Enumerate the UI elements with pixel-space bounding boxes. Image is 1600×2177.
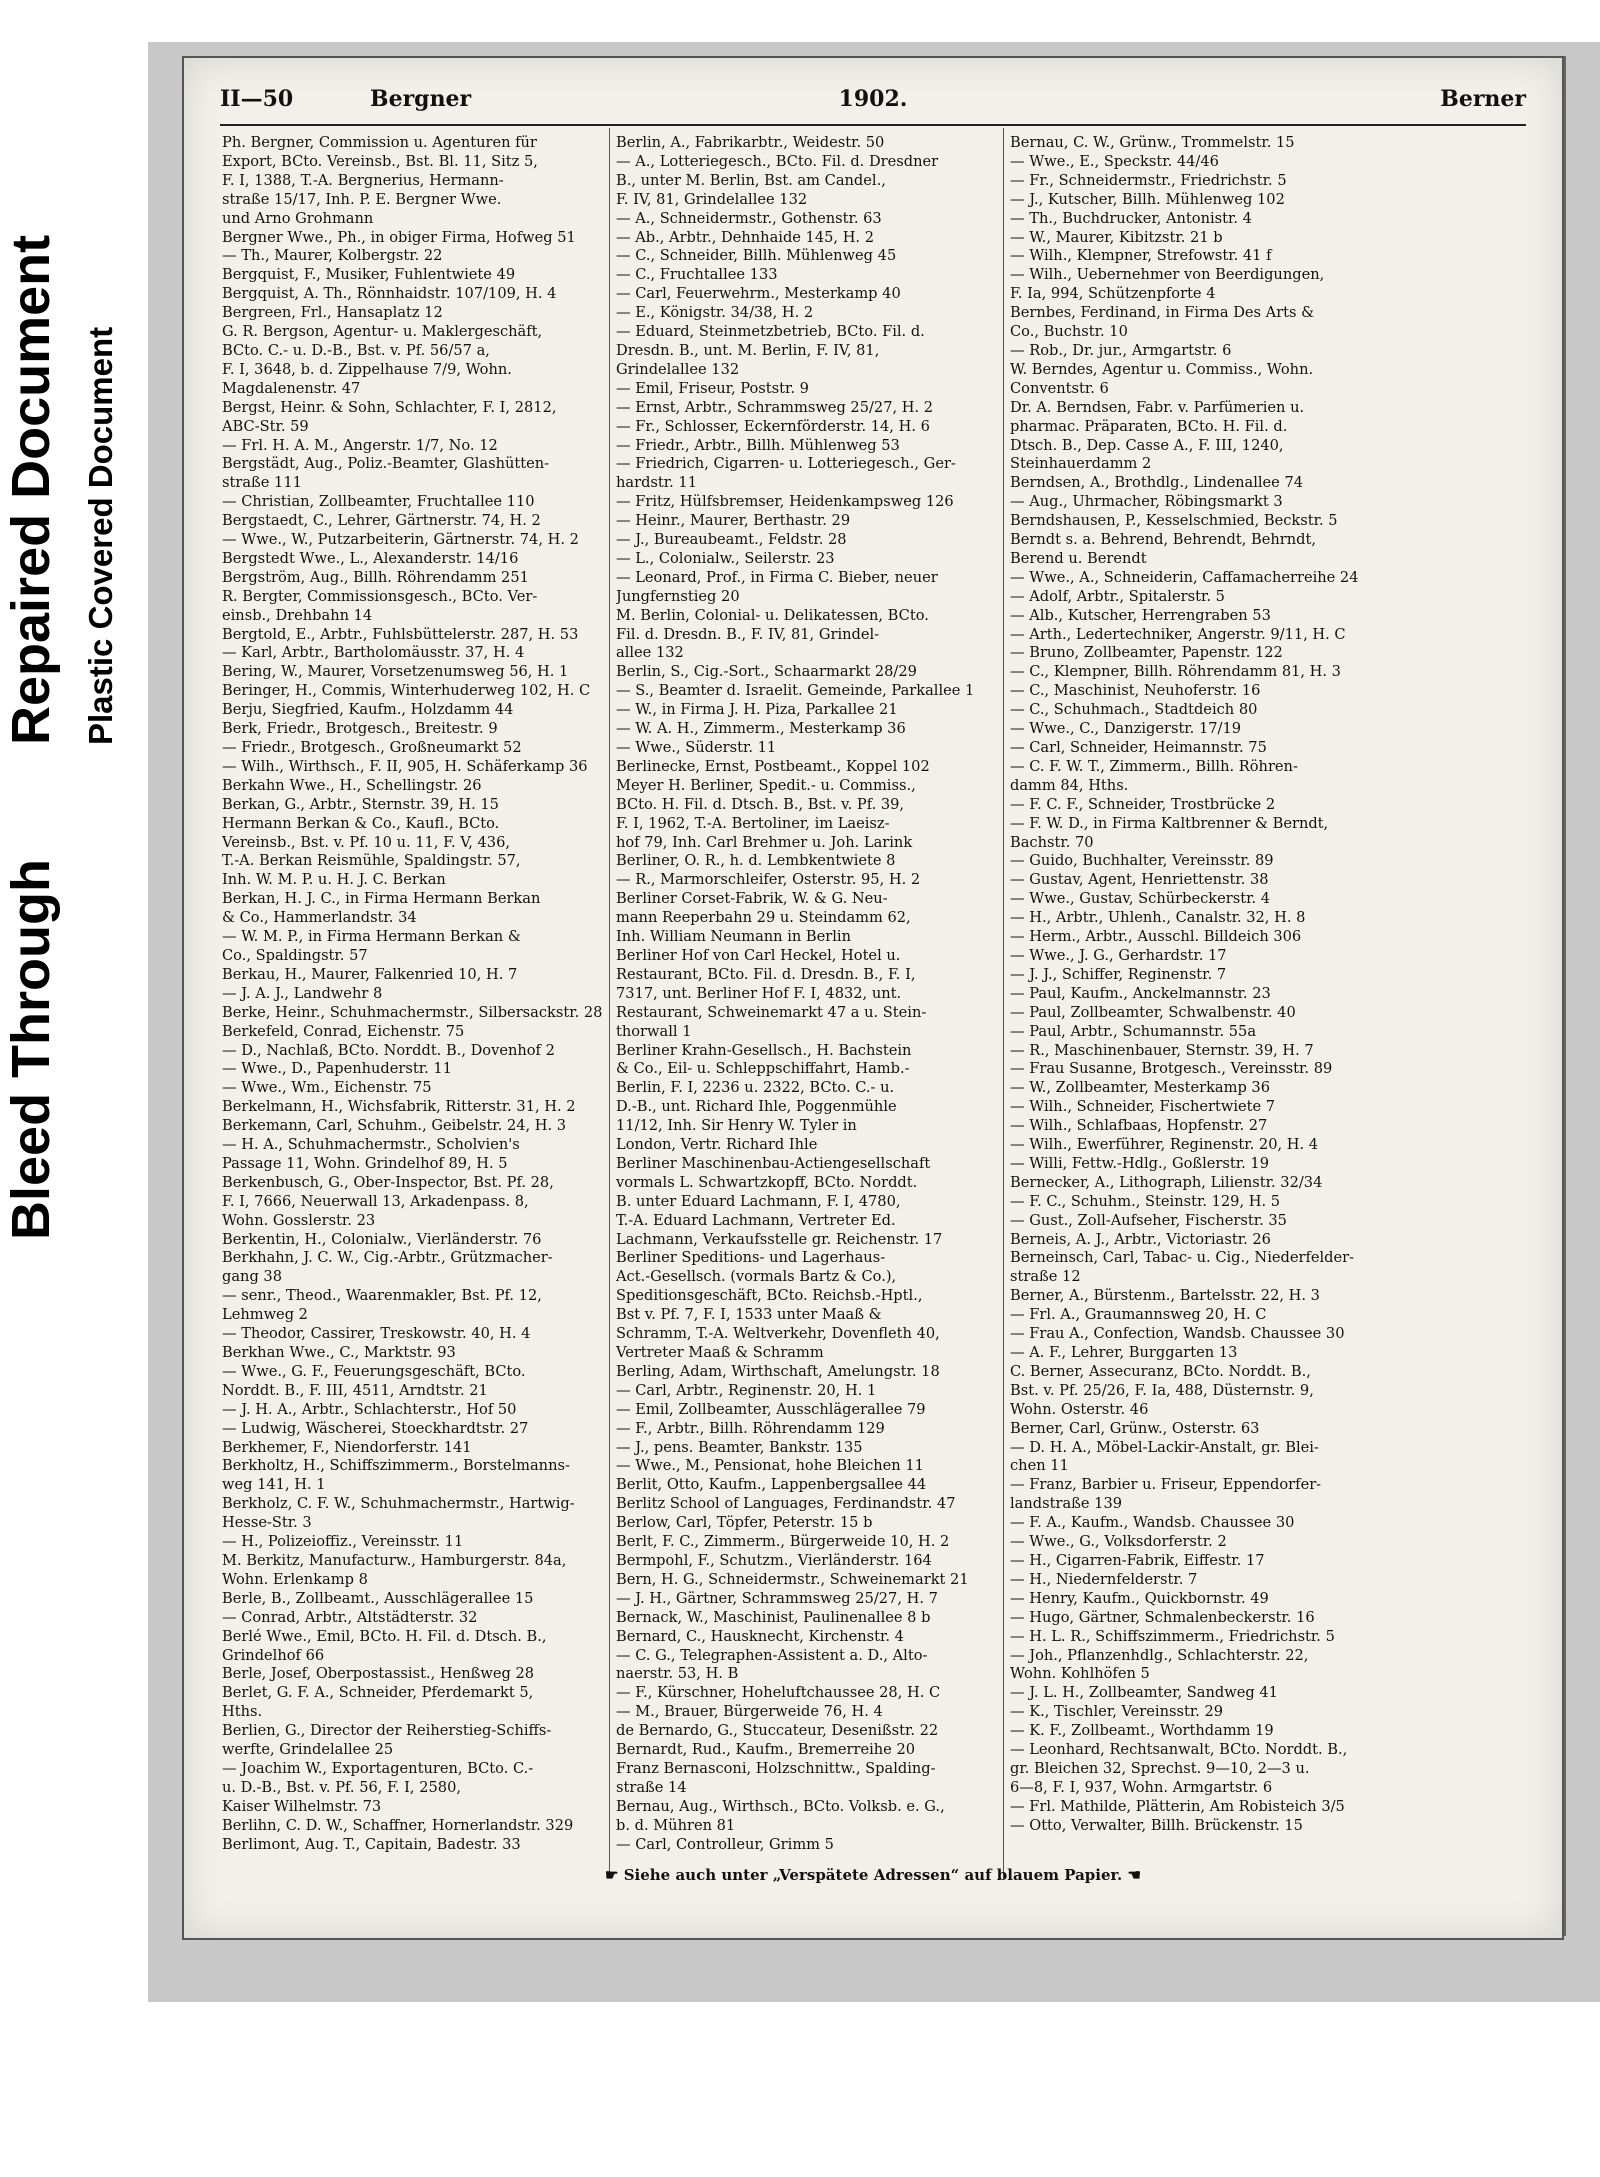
directory-line: — Alb., Kutscher, Herrengraben 53	[1010, 606, 1271, 624]
directory-line: — Frau Susanne, Brotgesch., Vereinsstr. 89	[1010, 1060, 1333, 1078]
directory-line: Lehmweg 2	[222, 1306, 308, 1324]
directory-line: B. unter Eduard Lachmann, F. I, 4780,	[616, 1192, 901, 1210]
directory-line: Bst v. Pf. 7, F. I, 1533 unter Maaß &	[616, 1306, 882, 1324]
document-page	[182, 56, 1564, 1940]
directory-line: — J. A. J., Landwehr 8	[222, 984, 383, 1002]
footer-note: ☛ Siehe auch unter „Verspätete Adressen“ auf blauem Papier. ☚	[605, 1866, 1141, 1884]
directory-line: BCto. C.- u. D.-B., Bst. v. Pf. 56/57 a,	[222, 341, 490, 359]
directory-line: Bernecker, A., Lithograph, Lilienstr. 32/34	[1010, 1173, 1323, 1191]
directory-line: — C., Schuhmach., Stadtdeich 80	[1010, 701, 1258, 719]
directory-line: — D. H. A., Möbel-Lackir-Anstalt, gr. Blei-	[1010, 1438, 1319, 1456]
directory-line: Inh. W. M. P. u. H. J. C. Berkan	[222, 871, 446, 889]
directory-line: — J., Bureaubeamt., Feldstr. 28	[616, 531, 847, 549]
directory-line: Hermann Berkan & Co., Kaufl., BCto.	[222, 814, 500, 832]
directory-line: Dresdn. B., unt. M. Berlin, F. IV, 81,	[616, 341, 880, 359]
directory-line: — Hugo, Gärtner, Schmalenbeckerstr. 16	[1010, 1608, 1315, 1626]
directory-line: ABC-Str. 59	[222, 417, 309, 435]
directory-line: Berkhemer, F., Niendorferstr. 141	[222, 1438, 472, 1456]
directory-line: — F. W. D., in Firma Kaltbrenner & Berndt,	[1010, 814, 1329, 832]
directory-line: — Fritz, Hülfsbremser, Heidenkampsweg 126	[616, 493, 954, 511]
directory-line: — Friedr., Arbtr., Billh. Mühlenweg 53	[616, 436, 900, 454]
directory-line: Ph. Bergner, Commission u. Agenturen für	[222, 134, 537, 151]
directory-line: — E., Königstr. 34/38, H. 2	[616, 304, 814, 322]
directory-line: — Rob., Dr. jur., Armgartstr. 6	[1010, 341, 1232, 359]
directory-line: straße 15/17, Inh. P. E. Bergner Wwe.	[222, 190, 502, 208]
directory-line: — H., Arbtr., Uhlenh., Canalstr. 32, H. 8	[1010, 909, 1306, 927]
directory-line: — Christian, Zollbeamter, Fruchtallee 110	[222, 493, 535, 511]
directory-line: — Ernst, Arbtr., Schrammsweg 25/27, H. 2	[616, 398, 934, 416]
directory-line: — Wwe., M., Pensionat, hohe Bleichen 11	[616, 1457, 924, 1475]
directory-line: Export, BCto. Vereinsb., Bst. Bl. 11, Sitz 5,	[222, 152, 538, 170]
directory-line: Inh. William Neumann in Berlin	[616, 928, 851, 946]
directory-line: & Co., Eil- u. Schleppschiffahrt, Hamb.-	[616, 1060, 910, 1078]
directory-line: thorwall 1	[616, 1022, 692, 1040]
directory-line: Bergquist, A. Th., Rönnhaidstr. 107/109, H. 4	[222, 285, 557, 303]
directory-line: Berliner Speditions- und Lagerhaus-	[616, 1249, 886, 1267]
directory-line: C. Berner, Assecuranz, BCto. Norddt. B.,	[1010, 1362, 1311, 1380]
directory-line: T.-A. Eduard Lachmann, Vertreter Ed.	[616, 1211, 896, 1229]
directory-line: de Bernardo, G., Stuccateur, Desenißstr. 22	[616, 1722, 939, 1740]
directory-line: — Henry, Kaufm., Quickbornstr. 49	[1010, 1589, 1269, 1607]
directory-line: — Frl. A., Graumannsweg 20, H. C	[1010, 1306, 1267, 1324]
directory-line: — F. A., Kaufm., Wandsb. Chaussee 30	[1010, 1514, 1295, 1532]
directory-line: u. D.-B., Bst. v. Pf. 56, F. I, 2580,	[222, 1778, 461, 1796]
directory-line: — C., Klempner, Billh. Röhrendamm 81, H. 3	[1010, 663, 1341, 681]
directory-line: — Wwe., G., Volksdorferstr. 2	[1010, 1533, 1227, 1551]
directory-line: Berke, Heinr., Schuhmachermstr., Silbersackstr. 28	[222, 1003, 603, 1021]
directory-line: — H., Cigarren-Fabrik, Eiffestr. 17	[1010, 1551, 1265, 1569]
directory-line: — J. J., Schiffer, Reginenstr. 7	[1010, 965, 1227, 983]
directory-column-2	[616, 134, 998, 1854]
directory-line: Bernau, Aug., Wirthsch., BCto. Volksb. e. G.,	[616, 1797, 945, 1815]
directory-line: hof 79, Inh. Carl Brehmer u. Joh. Larink	[616, 833, 913, 851]
directory-line: hardstr. 11	[616, 474, 697, 492]
directory-line: — W., in Firma J. H. Piza, Parkallee 21	[616, 701, 898, 719]
directory-line: Bernau, C. W., Grünw., Trommelstr. 15	[1010, 134, 1295, 151]
directory-line: Bergstädt, Aug., Poliz.-Beamter, Glashütten-	[222, 455, 550, 473]
directory-line: — Friedr., Brotgesch., Großneumarkt 52	[222, 739, 522, 756]
directory-line: — Carl, Schneider, Heimannstr. 75	[1010, 739, 1267, 756]
directory-line: — Arth., Ledertechniker, Angerstr. 9/11, H. C	[1010, 625, 1346, 643]
directory-line: 7317, unt. Berliner Hof F. I, 4832, unt.	[616, 984, 902, 1002]
directory-line: Meyer H. Berliner, Spedit.- u. Commiss.,	[616, 776, 916, 794]
directory-line: — C. F. W. T., Zimmerm., Billh. Röhren-	[1010, 757, 1298, 775]
directory-line: Berliner Corset-Fabrik, W. & G. Neu-	[616, 890, 888, 908]
directory-line: D.-B., unt. Richard Ihle, Poggenmühle	[616, 1098, 897, 1116]
directory-line: M. Berlin, Colonial- u. Delikatessen, BCto.	[616, 606, 929, 624]
directory-line: — F., Kürschner, Hoheluftchaussee 28, H. C	[616, 1684, 941, 1702]
directory-line: — L., Colonialw., Seilerstr. 23	[616, 549, 835, 567]
directory-line: naerstr. 53, H. B	[616, 1665, 739, 1683]
directory-line: — Wilh., Wirthsch., F. II, 905, H. Schäferkamp 36	[222, 757, 588, 775]
directory-line: F. I, 3648, b. d. Zippelhause 7/9, Wohn.	[222, 360, 512, 378]
directory-line: Berlin, S., Cig.-Sort., Schaarmarkt 28/29	[616, 663, 917, 681]
directory-line: — Adolf, Arbtr., Spitalerstr. 5	[1010, 587, 1225, 605]
directory-line: b. d. Mühren 81	[616, 1816, 736, 1834]
directory-line: Berlow, Carl, Töpfer, Peterstr. 15 b	[616, 1514, 873, 1532]
directory-line: — Ludwig, Wäscherei, Stoeckhardtstr. 27	[222, 1419, 529, 1437]
directory-line: — Gust., Zoll-Aufseher, Fischerstr. 35	[1010, 1211, 1287, 1229]
directory-line: Berkahn Wwe., H., Schellingstr. 26	[222, 776, 482, 794]
directory-line: — Wwe., Gustav, Schürbeckerstr. 4	[1010, 890, 1271, 908]
directory-line: — C., Maschinist, Neuhoferstr. 16	[1010, 682, 1261, 700]
directory-line: — Th., Maurer, Kolbergstr. 22	[222, 247, 443, 265]
directory-line: — Frl. Mathilde, Plätterin, Am Robisteich 3/5	[1010, 1797, 1345, 1815]
directory-line: Berju, Siegfried, Kaufm., Holzdamm 44	[222, 701, 514, 719]
directory-line: Berlin, F. I, 2236 u. 2322, BCto. C.- u.	[616, 1079, 895, 1097]
directory-line: Bergst, Heinr. & Sohn, Schlachter, F. I, 2812,	[222, 398, 557, 416]
directory-line: Lachmann, Verkaufsstelle gr. Reichenstr. 17	[616, 1230, 943, 1248]
repaired-document-label: Repaired Document	[1, 234, 61, 745]
directory-line: — Wwe., C., Danzigerstr. 17/19	[1010, 720, 1242, 738]
directory-line: Berlé Wwe., Emil, BCto. H. Fil. d. Dtsch. B.,	[222, 1627, 547, 1645]
directory-line: Berkau, H., Maurer, Falkenried 10, H. 7	[222, 965, 518, 983]
header-last-name: Berner	[1440, 86, 1526, 112]
directory-line: — Th., Buchdrucker, Antonistr. 4	[1010, 209, 1252, 227]
directory-line: 11/12, Inh. Sir Henry W. Tyler in	[616, 1117, 857, 1135]
directory-line: Wohn. Gosslerstr. 23	[222, 1211, 376, 1229]
directory-line: Berkhahn, J. C. W., Cig.-Arbtr., Grützmacher-	[222, 1249, 553, 1267]
directory-line: chen 11	[1010, 1457, 1069, 1475]
directory-line: — Wwe., D., Papenhuderstr. 11	[222, 1060, 452, 1078]
directory-line: Grindelallee 132	[616, 360, 740, 378]
directory-line: — Joachim W., Exportagenturen, BCto. C.-	[222, 1759, 534, 1777]
directory-line: Berkentin, H., Colonialw., Vierländerstr. 76	[222, 1230, 542, 1248]
directory-line: — D., Nachlaß, BCto. Norddt. B., Dovenhof 2	[222, 1041, 555, 1059]
directory-line: Act.-Gesellsch. (vormals Bartz & Co.),	[616, 1268, 897, 1286]
directory-line: — Guido, Buchhalter, Vereinsstr. 89	[1010, 852, 1274, 870]
directory-line: Hesse-Str. 3	[222, 1514, 312, 1532]
directory-line: — Frl. H. A. M., Angerstr. 1/7, No. 12	[222, 436, 498, 454]
directory-line: F. I, 1388, T.-A. Bergnerius, Hermann-	[222, 171, 504, 189]
directory-line: — Wilh., Schneider, Fischertwiete 7	[1010, 1098, 1276, 1116]
directory-line: — Carl, Controlleur, Grimm 5	[616, 1835, 834, 1853]
directory-line: B., unter M. Berlin, Bst. am Candel.,	[616, 171, 886, 189]
directory-line: — Paul, Zollbeamter, Schwalbenstr. 40	[1010, 1003, 1296, 1021]
directory-line: — R., Marmorschleifer, Osterstr. 95, H. 2	[616, 871, 921, 889]
directory-line: Vereinsb., Bst. v. Pf. 10 u. 11, F. V, 436,	[222, 833, 511, 851]
directory-line: Berlimont, Aug. T., Capitain, Badestr. 33	[222, 1835, 521, 1853]
directory-line: — Heinr., Maurer, Berthastr. 29	[616, 512, 851, 530]
directory-line: Bergstedt Wwe., L., Alexanderstr. 14/16	[222, 549, 519, 567]
directory-line: Bachstr. 70	[1010, 833, 1094, 851]
directory-line: Berlt, F. C., Zimmerm., Bürgerweide 10, H. 2	[616, 1533, 950, 1551]
directory-line: — Aug., Uhrmacher, Röbingsmarkt 3	[1010, 493, 1283, 511]
directory-line: — A. F., Lehrer, Burggarten 13	[1010, 1344, 1238, 1361]
directory-line: Franz Bernasconi, Holzschnittw., Spalding-	[616, 1759, 936, 1777]
directory-line: — Wwe., Wm., Eichenstr. 75	[222, 1079, 432, 1097]
directory-line: — Ab., Arbtr., Dehnhaide 145, H. 2	[616, 228, 874, 246]
directory-line: — Wilh., Klempner, Strefowstr. 41 f	[1010, 247, 1272, 265]
directory-line: Vertreter Maaß & Schramm	[616, 1344, 824, 1361]
directory-line: BCto. H. Fil. d. Dtsch. B., Bst. v. Pf. 39,	[616, 795, 905, 813]
directory-line: weg 141, H. 1	[222, 1476, 326, 1494]
directory-line: Berlin, A., Fabrikarbtr., Weidestr. 50	[616, 134, 885, 151]
directory-line: G. R. Bergson, Agentur- u. Maklergeschäft,	[222, 323, 543, 341]
directory-line: — Bruno, Zollbeamter, Papenstr. 122	[1010, 644, 1283, 662]
directory-line: Restaurant, Schweinemarkt 47 a u. Stein-	[616, 1003, 927, 1021]
directory-line: Fil. d. Dresdn. B., F. IV, 81, Grindel-	[616, 625, 880, 643]
header-rule	[220, 124, 1526, 126]
directory-line: Berle, B., Zollbeamt., Ausschlägerallee 15	[222, 1589, 534, 1607]
directory-line: — Herm., Arbtr., Ausschl. Billdeich 306	[1010, 928, 1302, 946]
directory-line: werfte, Grindelallee 25	[222, 1741, 394, 1759]
directory-line: Berneinsch, Carl, Tabac- u. Cig., Niederfelder-	[1010, 1249, 1355, 1267]
directory-line: damm 84, Hths.	[1010, 776, 1129, 794]
directory-line: Berend u. Berendt	[1010, 549, 1147, 567]
directory-line: Co., Buchstr. 10	[1010, 323, 1128, 341]
directory-line: Passage 11, Wohn. Grindelhof 89, H. 5	[222, 1154, 508, 1172]
directory-line: Berliner Maschinenbau-Actiengesellschaft	[616, 1154, 931, 1172]
directory-line: — Paul, Arbtr., Schumannstr. 55a	[1010, 1022, 1257, 1040]
directory-line: Bergstaedt, C., Lehrer, Gärtnerstr. 74, H. 2	[222, 512, 541, 530]
directory-line: Berndshausen, P., Kesselschmied, Beckstr. 5	[1010, 512, 1338, 530]
directory-line: mann Reeperbahn 29 u. Steindamm 62,	[616, 909, 911, 927]
directory-line: — F. C. F., Schneider, Trostbrücke 2	[1010, 795, 1276, 813]
directory-line: — Fr., Schlosser, Eckernförderstr. 14, H. 6	[616, 417, 930, 435]
directory-line: — K., Tischler, Vereinsstr. 29	[1010, 1703, 1224, 1721]
directory-line: 6—8, F. I, 937, Wohn. Armgartstr. 6	[1010, 1778, 1273, 1796]
directory-line: Bst. v. Pf. 25/26, F. Ia, 488, Düsternstr. 9,	[1010, 1381, 1314, 1399]
directory-line: Bernardt, Rud., Kaufm., Bremerreihe 20	[616, 1741, 916, 1759]
directory-line: — Wwe., J. G., Gerhardstr. 17	[1010, 946, 1227, 964]
directory-line: — C. G., Telegraphen-Assistent a. D., Alto-	[616, 1646, 928, 1664]
directory-line: — Willi, Fettw.-Hdlg., Goßlerstr. 19	[1010, 1154, 1269, 1172]
directory-line: F. IV, 81, Grindelallee 132	[616, 190, 808, 208]
directory-line: Berlien, G., Director der Reiherstieg-Schiffs-	[222, 1722, 552, 1740]
directory-line: Bermpohl, F., Schutzm., Vierländerstr. 164	[616, 1551, 932, 1569]
directory-line: — C., Schneider, Billh. Mühlenweg 45	[616, 247, 897, 265]
directory-line: — R., Maschinenbauer, Sternstr. 39, H. 7	[1010, 1041, 1314, 1059]
directory-line: Bering, W., Maurer, Vorsetzenumsweg 56, H. 1	[222, 663, 569, 681]
directory-line: Bergquist, F., Musiker, Fuhlentwiete 49	[222, 266, 516, 284]
directory-line: Berneis, A. J., Arbtr., Victoriastr. 26	[1010, 1230, 1271, 1248]
directory-line: London, Vertr. Richard Ihle	[616, 1136, 818, 1154]
directory-line: M. Berkitz, Manufacturw., Hamburgerstr. 84a,	[222, 1551, 567, 1569]
directory-line: Grindelhof 66	[222, 1646, 325, 1664]
directory-line: Berlit, Otto, Kaufm., Lappenbergsallee 44	[616, 1476, 927, 1494]
directory-line: Bernard, C., Hausknecht, Kirchenstr. 4	[616, 1627, 904, 1645]
directory-line: F. Ia, 994, Schützenpforte 4	[1010, 285, 1216, 303]
directory-line: — J., Kutscher, Billh. Mühlenweg 102	[1010, 190, 1285, 208]
directory-line: & Co., Hammerlandstr. 34	[222, 909, 417, 927]
directory-line: Magdalenenstr. 47	[222, 379, 361, 397]
directory-line: — Theodor, Cassirer, Treskowstr. 40, H. 4	[222, 1325, 531, 1343]
directory-line: — Wwe., E., Speckstr. 44/46	[1010, 152, 1219, 170]
directory-line: Berkefeld, Conrad, Eichenstr. 75	[222, 1022, 465, 1040]
directory-line: — Emil, Zollbeamter, Ausschlägerallee 79	[616, 1400, 926, 1418]
directory-line: Berkan, H. J. C., in Firma Hermann Berkan	[222, 890, 541, 908]
directory-line: Berliner Krahn-Gesellsch., H. Bachstein	[616, 1041, 912, 1059]
column-divider	[609, 128, 610, 1878]
directory-line: Restaurant, BCto. Fil. d. Dresdn. B., F. I,	[616, 965, 916, 983]
directory-line: R. Bergter, Commissionsgesch., BCto. Ver-	[222, 587, 538, 605]
directory-line: Bergström, Aug., Billh. Röhrendamm 251	[222, 568, 529, 586]
directory-line: — Wwe., G. F., Feuerungsgeschäft, BCto.	[222, 1362, 526, 1380]
directory-line: Bernbes, Ferdinand, in Firma Des Arts &	[1010, 304, 1315, 322]
directory-line: F. I, 1962, T.-A. Bertoliner, im Laeisz-	[616, 814, 890, 832]
directory-line: Schramm, T.-A. Weltverkehr, Dovenfleth 40,	[616, 1325, 940, 1343]
directory-line: Steinhauerdamm 2	[1010, 455, 1152, 473]
directory-line: — H., Polizeioffiz., Vereinsstr. 11	[222, 1533, 464, 1551]
directory-line: straße 111	[222, 474, 302, 492]
directory-line: Bernack, W., Maschinist, Paulinenallee 8 b	[616, 1608, 931, 1626]
directory-line: — H. A., Schuhmachermstr., Scholvien's	[222, 1136, 520, 1154]
directory-line: Bergner Wwe., Ph., in obiger Firma, Hofweg 51	[222, 228, 576, 246]
directory-line: — Conrad, Arbtr., Altstädterstr. 32	[222, 1608, 478, 1626]
directory-line: — M., Brauer, Bürgerweide 76, H. 4	[616, 1703, 883, 1721]
directory-column-1	[222, 134, 604, 1854]
directory-line: — Friedrich, Cigarren- u. Lotteriegesch., Ger-	[616, 455, 956, 473]
directory-line: — Gustav, Agent, Henriettenstr. 38	[1010, 871, 1269, 889]
directory-line: Berndt s. a. Behrend, Behrendt, Behrndt,	[1010, 531, 1316, 549]
directory-line: Berlihn, C. D. W., Schaffner, Hornerlandstr. 329	[222, 1816, 574, 1834]
directory-line: — W. M. P., in Firma Hermann Berkan &	[222, 928, 521, 946]
directory-line: Berlitz School of Languages, Ferdinandstr. 47	[616, 1495, 956, 1513]
bleed-through-label: Bleed Through	[1, 859, 61, 1240]
directory-line: Berling, Adam, Wirthschaft, Amelungstr. 18	[616, 1362, 940, 1380]
directory-line: Berle, Josef, Oberpostassist., Henßweg 28	[222, 1665, 535, 1683]
directory-line: — Emil, Friseur, Poststr. 9	[616, 379, 809, 397]
directory-line: — J. H., Gärtner, Schrammsweg 25/27, H. 7	[616, 1589, 938, 1607]
directory-line: — S., Beamter d. Israelit. Gemeinde, Parkallee 1	[616, 682, 975, 700]
directory-line: — Fr., Schneidermstr., Friedrichstr. 5	[1010, 171, 1287, 189]
plastic-covered-label: Plastic Covered Document	[82, 326, 119, 745]
directory-line: Berliner Hof von Carl Heckel, Hotel u.	[616, 946, 901, 964]
directory-line: straße 12	[1010, 1268, 1081, 1286]
directory-line: Conventstr. 6	[1010, 379, 1109, 397]
directory-line: — Wilh., Ewerführer, Reginenstr. 20, H. 4	[1010, 1136, 1319, 1154]
directory-line: — Carl, Feuerwehrm., Mesterkamp 40	[616, 285, 901, 303]
directory-line: — F. C., Schuhm., Steinstr. 129, H. 5	[1010, 1192, 1281, 1210]
directory-line: landstraße 139	[1010, 1495, 1123, 1513]
directory-line: — Karl, Arbtr., Bartholomäusstr. 37, H. 4	[222, 644, 525, 662]
directory-line: — H. L. R., Schiffszimmerm., Friedrichstr. 5	[1010, 1627, 1335, 1645]
directory-line: Dtsch. B., Dep. Casse A., F. III, 1240,	[1010, 436, 1284, 454]
directory-line: Norddt. B., F. III, 4511, Arndtstr. 21	[222, 1381, 488, 1399]
directory-line: Berkholtz, H., Schiffszimmerm., Borstelmanns-	[222, 1457, 570, 1475]
directory-line: — senr., Theod., Waarenmakler, Bst. Pf. 12,	[222, 1287, 542, 1305]
directory-line: W. Berndes, Agentur u. Commiss., Wohn.	[1010, 360, 1314, 378]
directory-line: — W., Zollbeamter, Mesterkamp 36	[1010, 1079, 1271, 1097]
directory-line: straße 14	[616, 1778, 687, 1796]
directory-line: pharmac. Präparaten, BCto. H. Fil. d.	[1010, 417, 1288, 435]
directory-line: und Arno Grohmann	[222, 209, 374, 227]
directory-line: allee 132	[616, 644, 684, 662]
directory-line: — Otto, Verwalter, Billh. Brückenstr. 15	[1010, 1816, 1303, 1834]
directory-line: Co., Spaldingstr. 57	[222, 946, 368, 964]
directory-line: — Franz, Barbier u. Friseur, Eppendorfer-	[1010, 1476, 1322, 1494]
directory-line: — Paul, Kaufm., Anckelmannstr. 23	[1010, 984, 1271, 1002]
directory-line: — H., Niedernfelderstr. 7	[1010, 1570, 1198, 1588]
directory-line: — A., Lotteriegesch., BCto. Fil. d. Dresdner	[616, 152, 939, 170]
directory-line: — A., Schneidermstr., Gothenstr. 63	[616, 209, 882, 227]
directory-line: Berliner, O. R., h. d. Lembkentwiete 8	[616, 852, 896, 870]
directory-line: Berkan, G., Arbtr., Sternstr. 39, H. 15	[222, 795, 499, 813]
directory-line: Wohn. Kohlhöfen 5	[1010, 1665, 1150, 1683]
directory-line: — Wwe., Süderstr. 11	[616, 739, 777, 756]
directory-line: Bergtold, E., Arbtr., Fuhlsbüttelerstr. 287, H. 53	[222, 625, 579, 643]
directory-line: gang 38	[222, 1268, 282, 1286]
directory-column-3	[1010, 134, 1392, 1836]
directory-line: gr. Bleichen 32, Sprechst. 9—10, 2—3 u.	[1010, 1759, 1310, 1777]
directory-line: Berkholz, C. F. W., Schuhmachermstr., Hartwig-	[222, 1495, 575, 1513]
directory-line: vormals L. Schwartzkopff, BCto. Norddt.	[616, 1173, 918, 1191]
page-number: II—50	[220, 86, 294, 112]
directory-line: — W. A. H., Zimmerm., Mesterkamp 36	[616, 720, 906, 738]
directory-line: — Leonhard, Rechtsanwalt, BCto. Norddt. B.,	[1010, 1741, 1348, 1759]
directory-line: — F., Arbtr., Billh. Röhrendamm 129	[616, 1419, 885, 1437]
directory-line: — Leonard, Prof., in Firma C. Bieber, neuer	[616, 568, 938, 586]
directory-line: Berner, A., Bürstenm., Bartelsstr. 22, H. 3	[1010, 1287, 1320, 1305]
directory-line: Dr. A. Berndsen, Fabr. v. Parfümerien u.	[1010, 398, 1305, 416]
directory-line: — Carl, Arbtr., Reginenstr. 20, H. 1	[616, 1381, 877, 1399]
directory-line: Berk, Friedr., Brotgesch., Breitestr. 9	[222, 720, 498, 738]
directory-line: Beringer, H., Commis, Winterhuderweg 102, H. C	[222, 682, 591, 700]
directory-line: Speditionsgeschäft, BCto. Reichsb.-Hptl.,	[616, 1287, 923, 1305]
header-year: 1902.	[838, 86, 908, 112]
directory-line: — Frau A., Confection, Wandsb. Chaussee 30	[1010, 1325, 1345, 1343]
directory-line: — J., pens. Beamter, Bankstr. 135	[616, 1438, 863, 1456]
header-first-name: Bergner	[370, 86, 472, 112]
directory-line: Wohn. Erlenkamp 8	[222, 1570, 368, 1588]
directory-line: Berkenbusch, G., Ober-Inspector, Bst. Pf. 28,	[222, 1173, 554, 1191]
page-header	[220, 86, 1526, 120]
directory-line: Hths.	[222, 1703, 263, 1721]
column-divider	[1003, 128, 1004, 1878]
directory-line: Jungfernstieg 20	[616, 587, 740, 605]
directory-line: — J. L. H., Zollbeamter, Sandweg 41	[1010, 1684, 1278, 1702]
directory-line: einsb., Drehbahn 14	[222, 606, 373, 624]
directory-line: Berkhan Wwe., C., Marktstr. 93	[222, 1344, 456, 1361]
directory-line: — Wwe., A., Schneiderin, Caffamacherreihe 24	[1010, 568, 1359, 586]
directory-line: Berlet, G. F. A., Schneider, Pferdemarkt 5,	[222, 1684, 534, 1702]
directory-line: — Wilh., Schlafbaas, Hopfenstr. 27	[1010, 1117, 1268, 1135]
directory-line: Wohn. Osterstr. 46	[1010, 1400, 1149, 1418]
directory-line: — C., Fruchtallee 133	[616, 266, 778, 284]
directory-line: — K. F., Zollbeamt., Worthdamm 19	[1010, 1722, 1274, 1740]
directory-line: Bergreen, Frl., Hansaplatz 12	[222, 304, 443, 322]
directory-line: Berkemann, Carl, Schuhm., Geibelstr. 24, H. 3	[222, 1117, 567, 1135]
directory-line: F. I, 7666, Neuerwall 13, Arkadenpass. 8,	[222, 1192, 529, 1210]
directory-line: — Wwe., W., Putzarbeiterin, Gärtnerstr. 74, H. 2	[222, 531, 579, 549]
directory-line: Berndsen, A., Brothdlg., Lindenallee 74	[1010, 474, 1304, 492]
directory-line: — W., Maurer, Kibitzstr. 21 b	[1010, 228, 1223, 246]
directory-line: Berner, Carl, Grünw., Osterstr. 63	[1010, 1419, 1260, 1437]
directory-line: Berkelmann, H., Wichsfabrik, Ritterstr. 31, H. 2	[222, 1098, 576, 1116]
directory-line: Kaiser Wilhelmstr. 73	[222, 1797, 382, 1815]
directory-line: Berlinecke, Ernst, Postbeamt., Koppel 102	[616, 757, 930, 775]
directory-line: — Eduard, Steinmetzbetrieb, BCto. Fil. d.	[616, 323, 925, 341]
directory-line: — Wilh., Uebernehmer von Beerdigungen,	[1010, 266, 1325, 284]
directory-line: — Joh., Pflanzenhdlg., Schlachterstr. 22,	[1010, 1646, 1309, 1664]
directory-line: Bern, H. G., Schneidermstr., Schweinemarkt 21	[616, 1570, 969, 1588]
directory-line: — J. H. A., Arbtr., Schlachterstr., Hof 50	[222, 1400, 517, 1418]
directory-line: T.-A. Berkan Reismühle, Spaldingstr. 57,	[222, 852, 521, 870]
